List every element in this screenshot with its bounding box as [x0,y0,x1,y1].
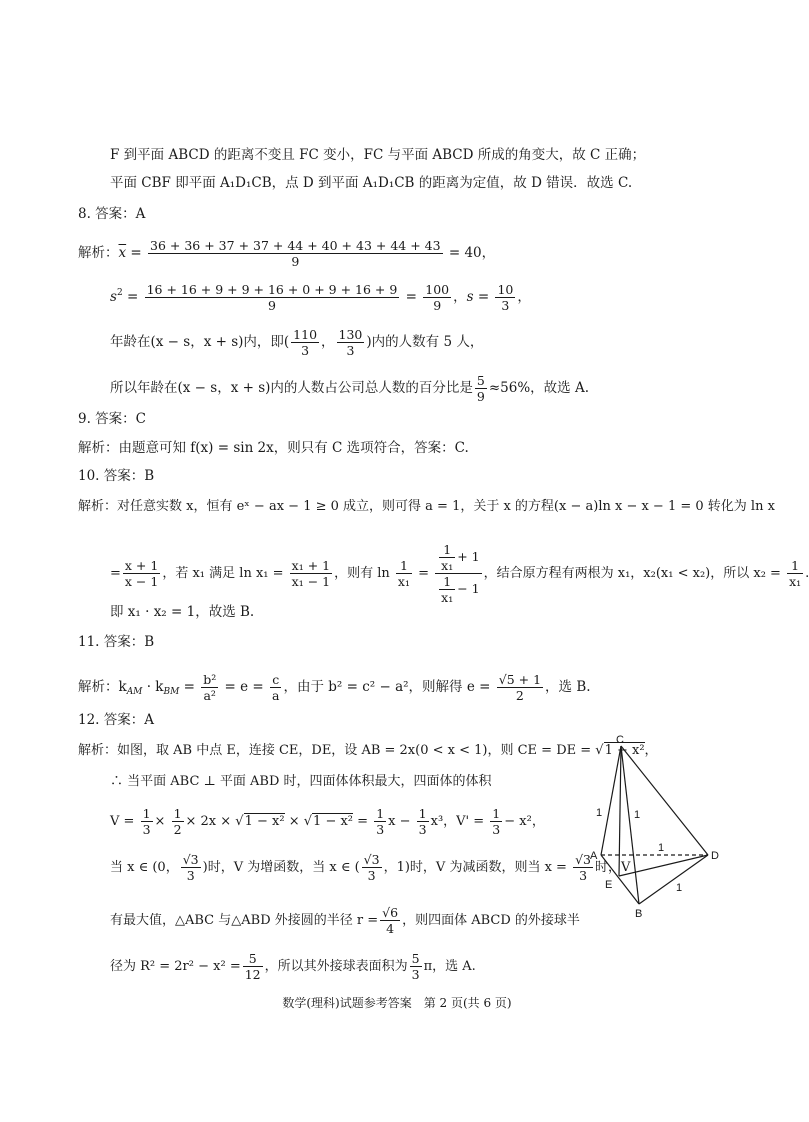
q8-variance: $s^2$ = $\frac{16 + 16 + 9 + 9 + 16 + 0 + 9 + 16 + 9}{9}$ = $\frac{100}{9}$ ，s = $\frac{10}{3}$ ， [110,282,531,313]
edge-label-ad: 1 [658,842,665,854]
tetrahedron-figure [576,734,726,924]
edge-ca [601,746,621,855]
text-line: 平面 CBF 即平面 A₁D₁CB，点 D 到平面 A₁D₁CB 的距离为定值，故 D 错误．故选 C. [110,175,633,191]
label-a: A [590,850,598,862]
solution-9: 解析：由题意可知 f(x) = sin 2x，则只有 C 选项符合，答案：C. [78,440,469,456]
solution-10-line3: 即 x₁ · x₂ = 1，故选 B. [110,604,255,620]
solution-10-line1: 解析：对任意实数 x，恒有 eˣ − ax − 1 ≥ 0 成立，则可得 a = 1，关于 x 的方程(x − a)ln x − x − 1 = 0 转化为 ln x [78,499,775,514]
q8-mean: 解析：$\overline{x}$ = $\frac{36 + 36 + 37 + 37 + 44 + 40 + 43 + 44 + 43}{9}$ = 40， [78,238,496,269]
q8-range: 年龄在(x − s，x + s)内，即( $\frac{110}{3}$ ， $\frac{130}{3}$ )内的人数有 5 人， [110,327,484,358]
label-d: D [711,850,719,862]
solution-12-line2: ∴ 当平面 ABC ⊥ 平面 ABD 时，四面体体积最大，四面体的体积 [110,774,492,789]
edge-bd [639,855,708,904]
edge-label-cb: 1 [634,809,641,821]
solution-10-line2: = $\frac{x + 1}{x - 1}$ ，若 x₁ 满足 ln x₁ = $\frac{\text{x₁ + 1}}{\text{x₁ − 1}}$ ，则有 ln $\frac{1}{\text{x₁}}$ = $\frac{1}{\text{x₁}}$ + 1 $\frac{1}{\text{x₁}}$ − 1 ，结合原方程有两根为 x₁，x₂(x₁ < x₂)，所以 x₂ = $\frac{1}{\text{x₁}}$ . [110,542,809,605]
answer-10: 10. 答案：B [78,468,155,484]
solution-12-line3: V = $\frac{1}{3}$ × $\frac{1}{2}$ × 2x × √1 − x² × √1 − x² = $\frac{1}{3}$ x − $\frac{1}{3}$ x³，V' = $\frac{1}{3}$ − x²， [110,806,545,837]
solution-12-line1: 解析：如图，取 AB 中点 E，连接 CE，DE，设 AB = 2x(0 < x < 1)，则 CE = DE = √1 − x²， [78,743,658,758]
answer-8: 8. 答案：A [78,206,146,222]
solution-12-line4: 当 x ∈ (0， $\frac{√3}{3}$ )时，V 为增函数，当 x ∈ ( $\frac{√3}{3}$ ，1)时，V 为减函数，则当 x = $\frac{√3}{3}$ 时，V [110,852,631,883]
q8-percent: 所以年龄在(x − s，x + s)内的人数占公司总人数的百分比是 $\frac{5}{9}$ ≈56%，故选 A. [110,373,590,404]
edge-cd [621,746,708,855]
answer-9: 9. 答案：C [78,411,147,427]
solution-12-line6: 径为 R² = 2r² − x² = $\frac{5}{12}$ ，所以其外接球表面积为 $\frac{5}{3}$ π，选 A. [110,951,476,982]
label-b: B [635,908,643,920]
solution-12-line5: 有最大值，△ABC 与△ABD 外接圆的半径 r = $\frac{√6}{4}$ ，则四面体 ABCD 的外接球半 [110,905,580,936]
answer-11: 11. 答案：B [78,634,155,650]
edge-cb [621,746,639,904]
page-footer: 数学(理科)试题参考答案 第 2 页(共 6 页) [282,996,512,1010]
label-c: C [616,734,624,746]
edge-label-ca: 1 [596,807,603,819]
text-line: F 到平面 ABCD 的距离不变且 FC 变小，FC 与平面 ABCD 所成的角变大，故 C 正确； [110,147,646,163]
edge-ed [619,855,708,876]
edge-label-bd: 1 [676,882,683,894]
answer-12: 12. 答案：A [78,712,155,728]
label-e: E [605,879,613,891]
edge-ce [619,746,621,876]
solution-11: 解析：$k_{AM} \cdot k_{BM}$ = $\frac{\text{b²}}{\text{a²}}$ = e = $\frac{c}{a}$ ，由于 b² = c² − a²，则解得 e = $\frac{√5 + 1}{2}$ ，选 B. [78,672,591,703]
